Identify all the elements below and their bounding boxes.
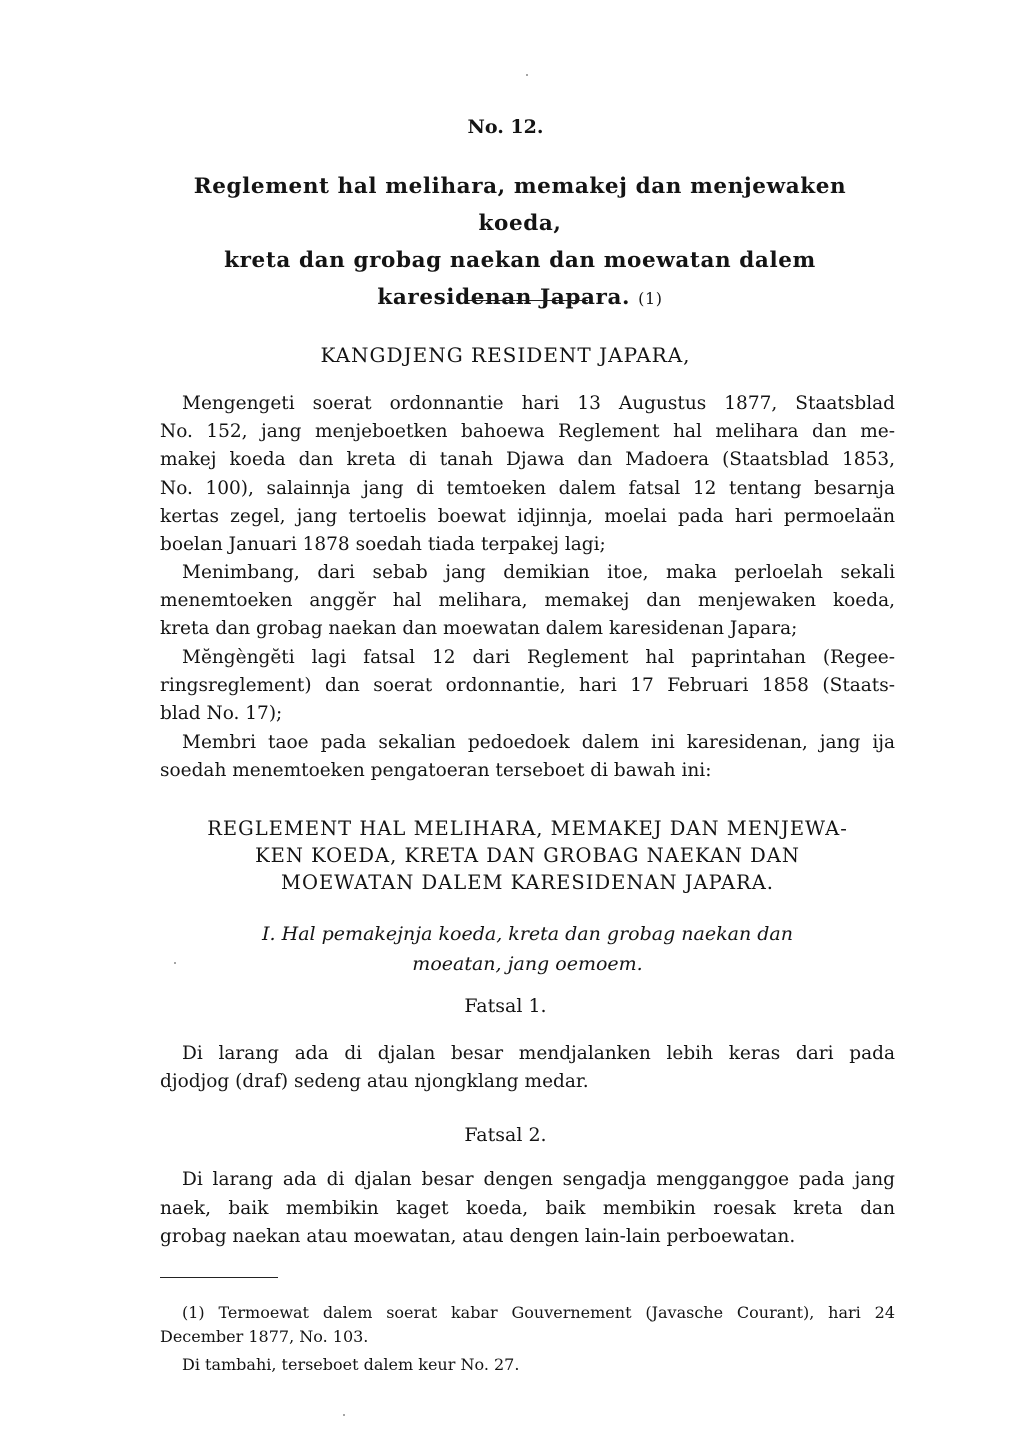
section-heading-line: moeatan, jang oemoem. bbox=[412, 953, 643, 975]
fatsal-2-line: grobag naekan atau moewatan, atau dengen lain-lain perboewatan. bbox=[160, 1226, 796, 1247]
reglement-heading-line: KEN KOEDA, KRETA DAN GROBAG NAEKAN DAN bbox=[255, 844, 800, 867]
fatsal-1-line: djodjog (draf) sedeng atau njongklang medar. bbox=[160, 1071, 589, 1092]
preamble-line: No. 152, jang menjeboetken bahoewa Reglement hal melihara dan me- bbox=[160, 421, 895, 442]
scan-speck bbox=[526, 74, 528, 76]
fatsal-1-heading: Fatsal 1. bbox=[464, 995, 547, 1017]
preamble-line: soedah menemtoeken pengatoeran terseboet di bawah ini: bbox=[160, 760, 712, 781]
preamble-line: makej koeda dan kreta di tanah Djawa dan Madoera (Staatsblad 1853, bbox=[160, 449, 895, 470]
preamble-line: Mĕngèngĕti lagi fatsal 12 dari Reglement hal paprintahan (Regee- bbox=[182, 647, 895, 668]
preamble-line: ringsreglement) dan soerat ordonnantie, hari 17 Februari 1858 (Staats- bbox=[160, 675, 895, 696]
fatsal-2-line: Di larang ada di djalan besar dengen sengadja mengganggoe pada jang bbox=[182, 1169, 895, 1190]
preamble-line: Membri taoe pada sekalian pedoedoek dalem ini karesidenan, jang ija bbox=[182, 732, 895, 753]
title-text: karesidenan Japara. bbox=[377, 285, 631, 310]
resident-heading: KANGDJENG RESIDENT JAPARA, bbox=[320, 343, 691, 367]
preamble-line: blad No. 17); bbox=[160, 703, 283, 724]
preamble-line: Menimbang, dari sebab jang demikian itoe, maka perloelah sekali bbox=[182, 562, 895, 583]
preamble-line: Mengengeti soerat ordonnantie hari 13 Augustus 1877, Staatsblad bbox=[182, 393, 895, 414]
title-divider bbox=[468, 300, 588, 301]
footnote-line: Di tambahi, terseboet dalem keur No. 27. bbox=[182, 1355, 520, 1374]
title-line: kreta dan grobag naekan dan moewatan dalem bbox=[224, 248, 816, 273]
fatsal-2-line: naek, baik membikin kaget koeda, baik membikin roesak kreta dan bbox=[160, 1198, 895, 1219]
reglement-heading-line: MOEWATAN DALEM KARESIDENAN JAPARA. bbox=[280, 871, 774, 894]
page-number: No. 12. bbox=[467, 116, 544, 138]
document-title bbox=[150, 168, 890, 317]
preamble-line: boelan Januari 1878 soedah tiada terpakej lagi; bbox=[160, 534, 606, 555]
title-line bbox=[150, 279, 890, 317]
preamble-line: kreta dan grobag naekan dan moewatan dalem karesidenan Japara; bbox=[160, 618, 798, 639]
fatsal-1-line: Di larang ada di djalan besar mendjalanken lebih keras dari pada bbox=[182, 1043, 895, 1064]
section-heading-line: I. Hal pemakejnja koeda, kreta dan grobag naekan dan bbox=[262, 923, 793, 945]
preamble-line: kertas zegel, jang tertoelis boewat idjinnja, moelai pada hari permoelaän bbox=[160, 506, 895, 527]
footnote-line: December 1877, No. 103. bbox=[160, 1327, 369, 1346]
reglement-heading-line: REGLEMENT HAL MELIHARA, MEMAKEJ DAN MENJEWA- bbox=[207, 817, 848, 840]
preamble-line: menemtoeken anggĕr hal melihara, memakej dan menjewaken koeda, bbox=[160, 590, 895, 611]
preamble-line: No. 100), salainnja jang di temtoeken dalem fatsal 12 tentang besarnja bbox=[160, 478, 895, 499]
footnote-reference[interactable]: (1) bbox=[638, 289, 663, 308]
footnote-divider bbox=[160, 1277, 278, 1278]
footnote-line: (1) Termoewat dalem soerat kabar Gouvernement (Javasche Courant), hari 24 bbox=[182, 1303, 895, 1322]
scan-speck bbox=[343, 1414, 345, 1416]
title-line: Reglement hal melihara, memakej dan menjewaken koeda, bbox=[193, 174, 847, 236]
fatsal-2-heading: Fatsal 2. bbox=[464, 1124, 547, 1146]
